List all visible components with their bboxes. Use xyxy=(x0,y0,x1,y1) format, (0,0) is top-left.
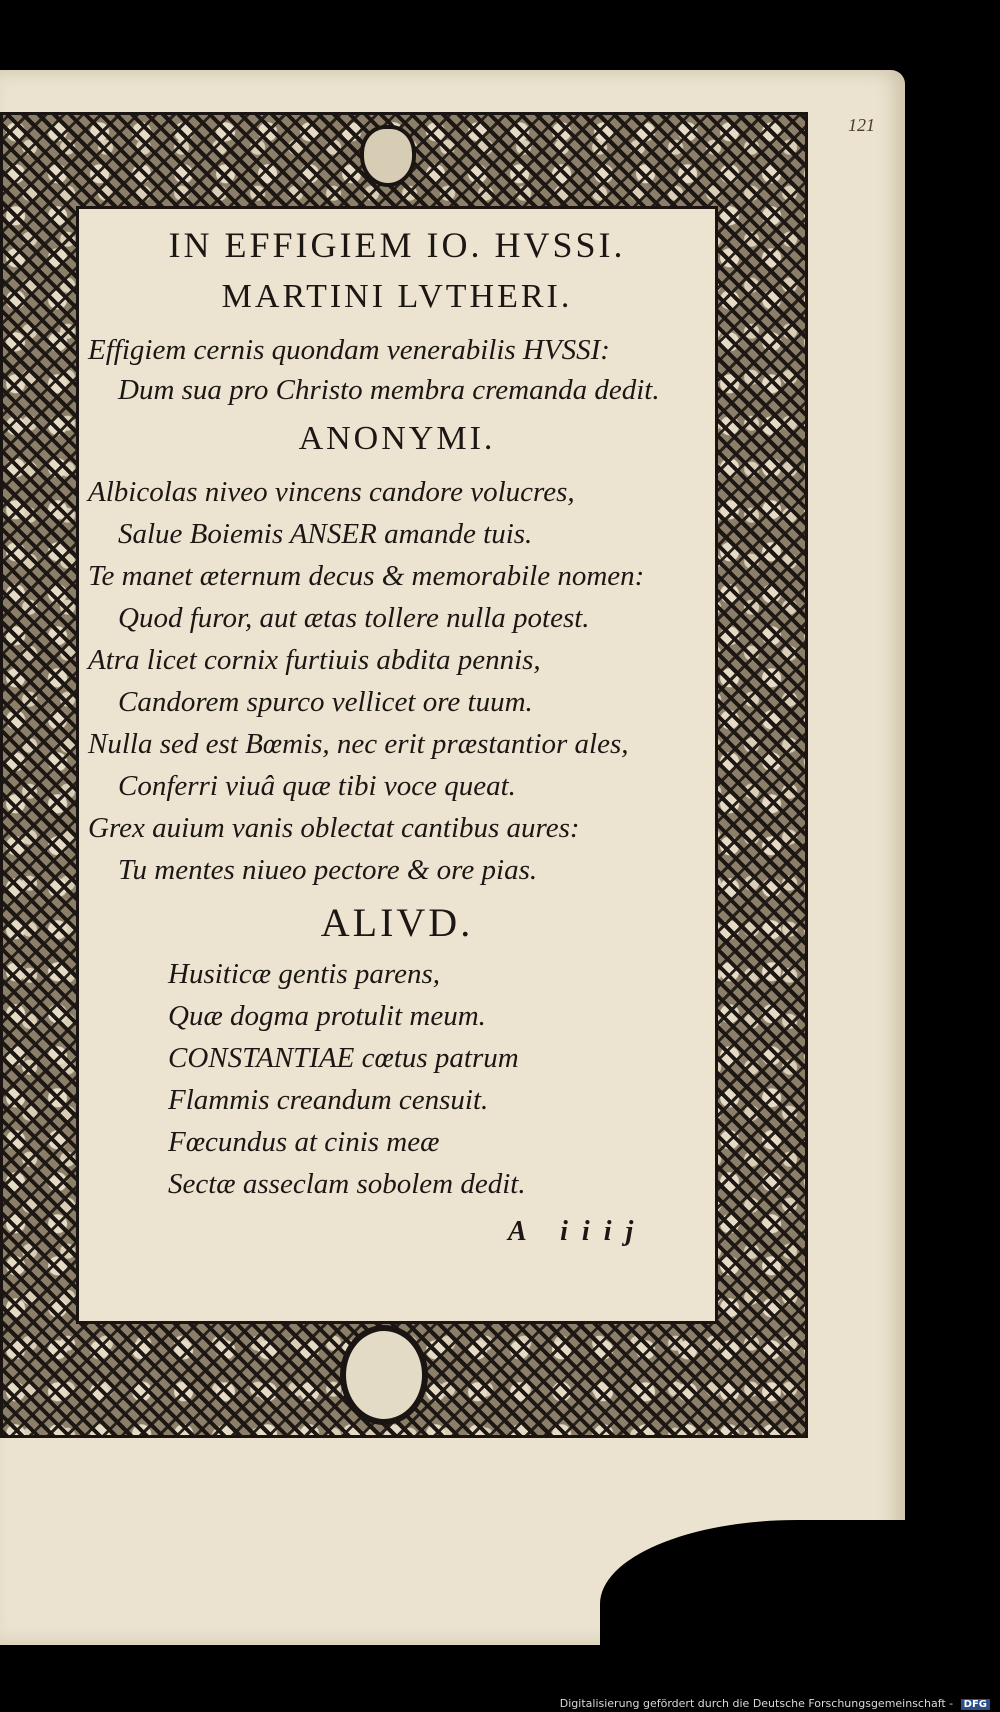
poem2-line: Salue Boiemis ANSER amande tuis. xyxy=(118,518,533,550)
page-content xyxy=(76,206,718,1324)
poem2-line: Candorem spurco vellicet ore tuum. xyxy=(118,686,533,718)
digitization-credit xyxy=(560,1697,990,1710)
dfg-logo-icon: DFG xyxy=(961,1699,990,1710)
poem2-line: Quod furor, aut ætas tollere nulla potest. xyxy=(118,602,590,634)
poem1-line: Dum sua pro Christo membra cremanda dedit. xyxy=(118,374,660,406)
poem3-line: Husiticæ gentis parens, xyxy=(168,958,441,990)
poem3-line: CONSTANTIAE cœtus patrum xyxy=(168,1042,519,1074)
poem2-line: Nulla sed est Bœmis, nec erit præstantior ales, xyxy=(88,728,629,760)
mask-ornament-icon xyxy=(360,125,416,187)
poem2-line: Tu mentes niueo pectore & ore pias. xyxy=(118,854,538,886)
poem1-line: Effigiem cernis quondam venerabilis HVSSI: xyxy=(88,334,610,366)
poem3-line: Quæ dogma protulit meum. xyxy=(168,1000,486,1032)
poem2-line: Grex auium vanis oblectat cantibus aures: xyxy=(88,812,580,844)
poem2-line: Albicolas niveo vincens candore volucres, xyxy=(88,476,575,508)
title-line-2: MARTINI LVTHERI. xyxy=(221,278,573,315)
heading-anonymi: ANONYMI. xyxy=(298,420,496,457)
title-line-1: IN EFFIGIEM IO. HVSSI. xyxy=(168,225,626,265)
poem3-line: Flammis creandum censuit. xyxy=(168,1084,489,1116)
poem2-line: Conferri viuâ quæ tibi voce queat. xyxy=(118,770,516,802)
poem2-line: Atra licet cornix furtiuis abdita pennis, xyxy=(88,644,541,676)
poem3-line: Fœcundus at cinis meæ xyxy=(168,1126,440,1158)
credit-text: Digitalisierung gefördert durch die Deutsche Forschungsgemeinschaft - xyxy=(559,1697,954,1710)
folio-mark: 121 xyxy=(848,115,875,135)
poem3-line: Sectæ asseclam sobolem dedit. xyxy=(168,1168,526,1200)
medallion-ornament-icon xyxy=(340,1325,428,1425)
heading-aliud: ALIVD. xyxy=(320,900,474,945)
poem2-line: Te manet æternum decus & memorabile nomen: xyxy=(88,560,645,592)
signature-mark: A iiij xyxy=(508,1216,648,1247)
